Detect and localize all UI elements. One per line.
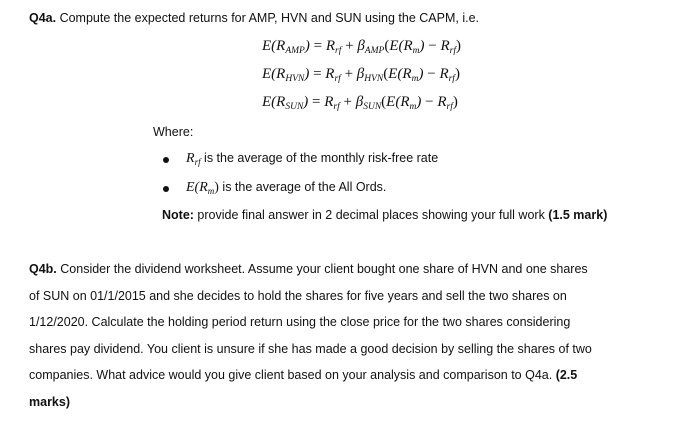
note-marks: (1.5 mark) [548, 208, 608, 222]
bullet-risk-free-text: is the average of the monthly risk-free rate [200, 151, 439, 165]
rf-symbol: $R_{rf}$ [186, 151, 201, 167]
eq-amp-lhs-sub: AMP [285, 46, 305, 56]
where-label: Where: [153, 125, 194, 139]
bullet-risk-free [186, 151, 438, 167]
q4b-marks-part1: (2.5 [555, 368, 578, 382]
bullet-market-return [186, 180, 386, 196]
eq-sun-lhs-sub: SUN [285, 102, 304, 112]
capm-equation-amp: $E(R_{AMP}) = R_{rf} + \beta_{AMP}(E(R_m) - R_{rf})$ [262, 38, 462, 56]
capm-equation-hvn: $E(R_{HVN}) = R_{rf} + \beta_{HVN}(E(R_m) - R_{rf})$ [262, 66, 460, 84]
q4b-marks-part2: marks) [29, 394, 70, 409]
q4a-label: Q4a. [29, 11, 57, 25]
bullet-market-return-text: is the average of the All Ords. [218, 180, 387, 194]
q4b-line-1: Q4b. Consider the dividend worksheet. Assume your client bought one share of HVN and one shares [29, 262, 588, 276]
q4b-line-3: 1/12/2020. Calculate the holding period return using the close price for the two shares considering [29, 315, 571, 329]
bullet-dot-icon [163, 157, 169, 163]
q4b-label: Q4b. [29, 262, 57, 276]
note-label: Note: [162, 208, 194, 222]
eq-amp-beta-sub: AMP [364, 46, 385, 56]
erm-symbol: $E(R_m)$ [186, 180, 219, 196]
bullet-dot-icon [163, 186, 169, 192]
q4b-line-2: of SUN on 01/1/2015 and she decides to hold the shares for five years and sell the two shares on [29, 288, 567, 303]
q4a-heading [29, 11, 479, 25]
eq-hvn-lhs-sub: HVN [285, 74, 305, 84]
q4a-intro: Compute the expected returns for AMP, HVN and SUN using the CAPM, i.e. [56, 11, 479, 25]
eq-hvn-beta-sub: HVN [364, 74, 384, 84]
q4b-paragraph [29, 260, 679, 419]
q4b-line-5: companies. What advice would you give client based on your analysis and comparison to Q4a. (2.5 [29, 368, 578, 382]
eq-sun-beta-sub: SUN [363, 102, 382, 112]
capm-equation-sun: $E(R_{SUN}) = R_{rf} + \beta_{SUN}(E(R_m) - R_{rf})$ [262, 94, 458, 112]
note-text: provide final answer in 2 decimal places showing your full work [193, 208, 549, 222]
q4b-line-4: shares pay dividend. You client is unsure if she has made a good decision by selling the shares of two [29, 341, 592, 356]
note-line [162, 208, 607, 222]
